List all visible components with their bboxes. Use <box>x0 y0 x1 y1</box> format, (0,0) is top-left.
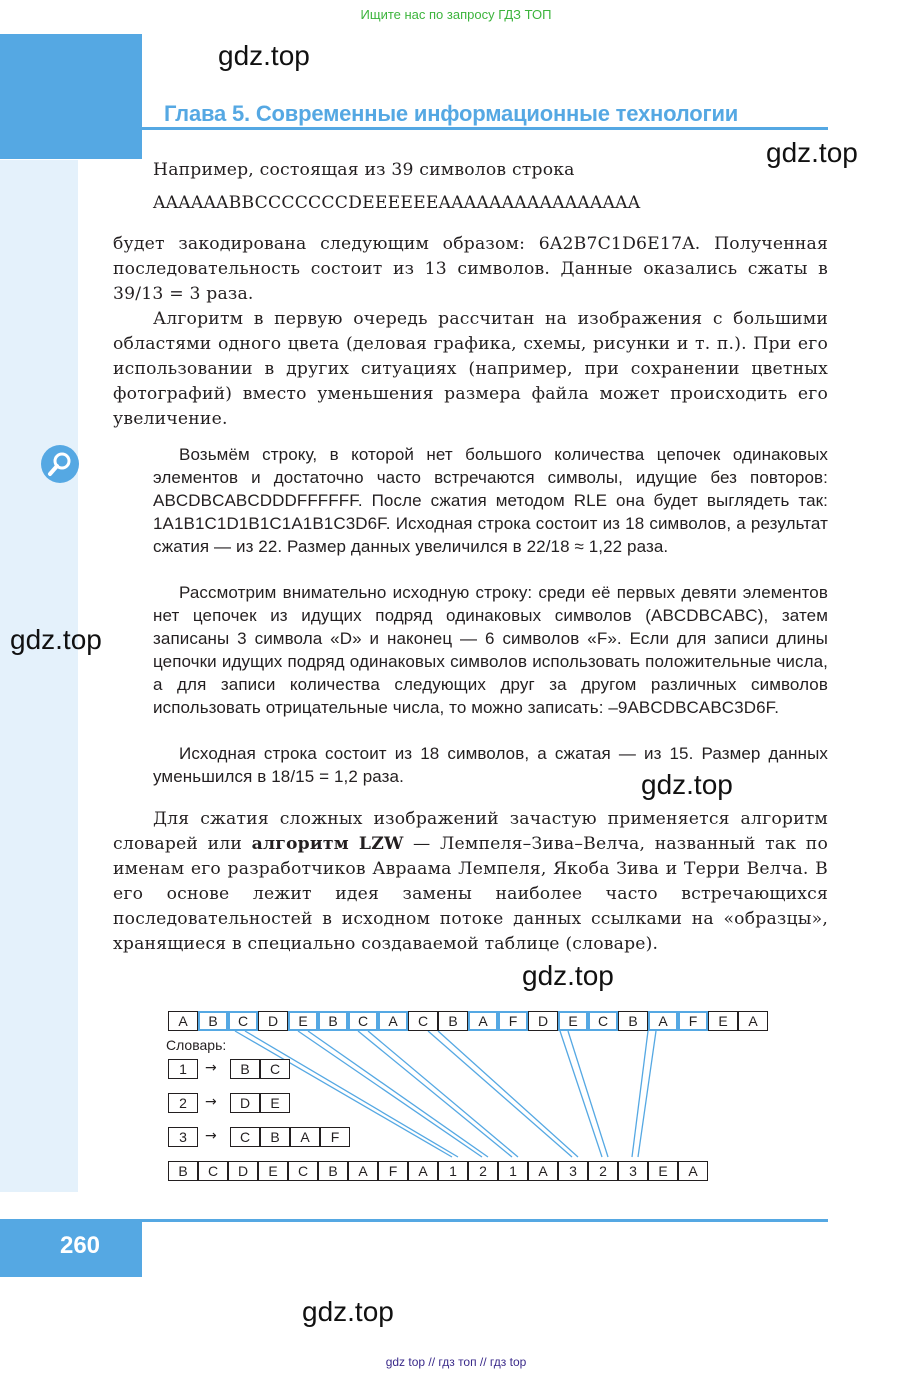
diagram-cell: B <box>198 1011 228 1031</box>
diagram-cell: F <box>498 1011 528 1031</box>
top-banner: Ищите нас по запросу ГДЗ ТОП <box>360 7 552 22</box>
diagram-cell: A <box>738 1011 768 1031</box>
diagram-cell: E <box>648 1161 678 1181</box>
page-number: 260 <box>59 1232 101 1259</box>
diagram-cell: A <box>290 1127 320 1147</box>
intro-paragraph-2 <box>113 307 828 432</box>
intro-paragraph-2-text: Алгоритм в первую очередь рассчитан на изображения с большими областями одного цвета (деловая графика, схемы, рисунки и т. п.). При его использовании в других ситуациях (например, при сохранении цветных фотографий) вместо уменьшения размера файла может происходить его увеличение. <box>113 309 828 429</box>
diagram-cell: C <box>260 1059 290 1079</box>
rle-example-sequence: AAAAAABBCCCCCCCDEEEEEEAAAAAAAAAAAAAAAA <box>153 193 641 213</box>
diagram-cell: D <box>528 1011 558 1031</box>
watermark: gdz.top <box>766 137 858 168</box>
diagram-cell: F <box>320 1127 350 1147</box>
lzw-paragraph-post: — Лемпеля–Зива–Велча, названный так по именам его разработчиков Авраама Лемпеля, Якоба Зива и Терри Велча. В его основе лежит идея замены наиболее часто встречающихся последовательностей в исходном потоке данных ссылками на «образцы», хранящиеся в специально создаваемой таблице (словаре). <box>113 834 828 954</box>
diagram-cell: B <box>168 1161 198 1181</box>
diagram-cell: B <box>618 1011 648 1031</box>
diagram-cell: A <box>378 1011 408 1031</box>
watermark: gdz.top <box>641 769 733 800</box>
watermark: gdz.top <box>218 40 310 71</box>
diagram-cell: C <box>228 1011 258 1031</box>
diagram-cell: C <box>408 1011 438 1031</box>
aside-paragraph-2-text: Рассмотрим внимательно исходную строку: среди её первых девяти элементов нет цепочек из идущих подряд одинаковых символов (ABCDBCABC), затем записаны 3 символа «D» и наконец — 6 символов «F». Если для записи длины цепочки идущих подряд одинаковых символов использовать положительные числа, а для записи количества следующих друг за другом различных символов использовать отрицательные числа, то можно записать: –9ABCDBCABC3D6F. <box>153 583 828 717</box>
diagram-cell: 3 <box>558 1161 588 1181</box>
diagram-cell: 2 <box>168 1093 198 1113</box>
lzw-term: алгоритм LZW <box>251 834 404 854</box>
aside-paragraph-1-text: Возьмём строку, в которой нет большого количества цепочек одинаковых элементов и достаточно часто встречаются символы, идущие без повторов: ABCDBCABCDDDFFFFFF. После сжатия методом RLE она будет выглядеть так: 1A1B1C1D1B1C1A1B1C3D6F. Исходная строка состоит из 18 символов, а результат сжатия — из 22. Размер данных увеличился в 22/18 ≈ 1,22 раза. <box>153 445 828 556</box>
aside-paragraph-3-text: Исходная строка состоит из 18 символов, а сжатая — из 15. Размер данных уменьшился в 18/15 = 1,2 раза. <box>153 744 828 786</box>
reference-line <box>428 1031 572 1157</box>
intro-line: Например, состоящая из 39 символов строка <box>153 160 575 180</box>
diagram-cell: E <box>258 1161 288 1181</box>
diagram-cell: 1 <box>498 1161 528 1181</box>
diagram-cell: 2 <box>588 1161 618 1181</box>
watermark: gdz.top <box>522 960 614 991</box>
diagram-cell: A <box>408 1161 438 1181</box>
diagram-cell: E <box>288 1011 318 1031</box>
arrow-right-icon: → <box>205 1094 217 1110</box>
diagram-cell: C <box>198 1161 228 1181</box>
diagram-cell: C <box>348 1011 378 1031</box>
lzw-diagram <box>160 1005 800 1195</box>
diagram-cell: A <box>468 1011 498 1031</box>
diagram-cell: D <box>230 1093 260 1113</box>
aside-paragraph-1 <box>153 443 828 558</box>
diagram-cell: B <box>438 1011 468 1031</box>
arrow-right-icon: → <box>205 1060 217 1076</box>
footer-rule <box>142 1219 828 1222</box>
chapter-title: Глава 5. Современные информационные технологии <box>164 101 739 126</box>
diagram-cell: C <box>230 1127 260 1147</box>
diagram-cell: E <box>260 1093 290 1113</box>
lzw-paragraph <box>113 807 828 957</box>
header-side-block <box>0 34 142 159</box>
reference-line <box>632 1031 648 1157</box>
reference-line <box>358 1031 512 1157</box>
aside-paragraph-3 <box>153 742 828 788</box>
intro-paragraph-1: будет закодирована следующим образом: 6A2B7C1D6E17A. Полученная последовательность состоит из 13 символов. Данные оказались сжаты в 39/13 = 3 раза. <box>113 234 828 304</box>
diagram-cell: E <box>708 1011 738 1031</box>
diagram-cell: B <box>260 1127 290 1147</box>
diagram-cell: 3 <box>168 1127 198 1147</box>
diagram-cell: A <box>168 1011 198 1031</box>
left-margin-strip <box>0 160 78 1192</box>
dictionary-label: Словарь: <box>166 1037 227 1053</box>
diagram-cell: D <box>258 1011 288 1031</box>
diagram-cell: B <box>318 1011 348 1031</box>
diagram-cell: 2 <box>468 1161 498 1181</box>
diagram-cell: 1 <box>168 1059 198 1079</box>
arrow-right-icon: → <box>205 1128 217 1144</box>
diagram-cell: C <box>288 1161 318 1181</box>
reference-line <box>438 1031 578 1157</box>
watermark: gdz.top <box>10 624 102 655</box>
diagram-cell: A <box>648 1011 678 1031</box>
lzw-paragraph-pre: Для сжатия сложных изображений зачастую применяется алгоритм словарей или <box>113 809 828 854</box>
diagram-cell: B <box>318 1161 348 1181</box>
reference-line <box>568 1031 608 1157</box>
diagram-cell: E <box>558 1011 588 1031</box>
footer-links: gdz top // гдз топ // гдз top <box>385 1355 527 1369</box>
reference-line <box>560 1031 602 1157</box>
chapter-underline <box>142 127 828 130</box>
diagram-cell: 1 <box>438 1161 468 1181</box>
diagram-cell: A <box>348 1161 378 1181</box>
aside-paragraph-2 <box>153 581 828 719</box>
diagram-cell: C <box>588 1011 618 1031</box>
diagram-cell: A <box>528 1161 558 1181</box>
reference-line <box>638 1031 656 1157</box>
diagram-cell: 3 <box>618 1161 648 1181</box>
magnifier-icon <box>41 445 79 483</box>
diagram-cell: B <box>230 1059 260 1079</box>
diagram-cell: F <box>678 1011 708 1031</box>
diagram-cell: D <box>228 1161 258 1181</box>
diagram-cell: A <box>678 1161 708 1181</box>
diagram-cell: F <box>378 1161 408 1181</box>
watermark: gdz.top <box>302 1296 394 1327</box>
